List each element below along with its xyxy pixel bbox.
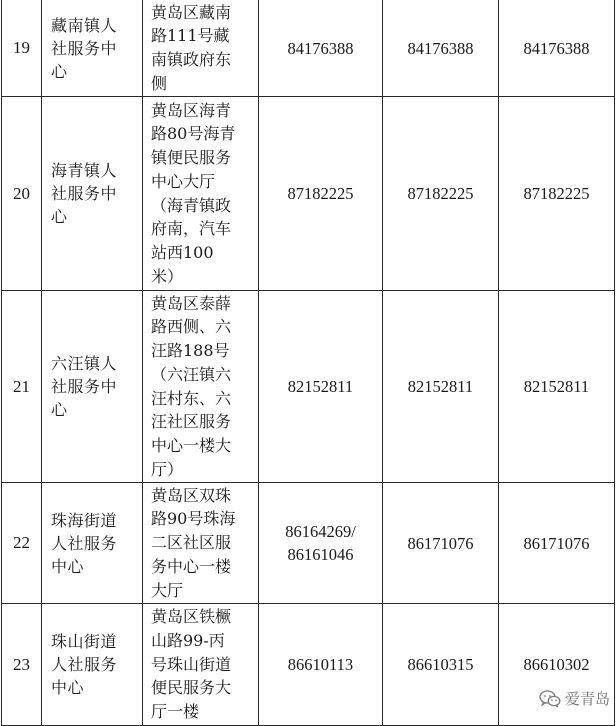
phone-1: 87182225 bbox=[287, 184, 354, 203]
table-row bbox=[2, 483, 615, 604]
phone-1: 86164269/ 86161046 bbox=[285, 522, 356, 564]
address: 黄岛区双珠 路90号珠海 二区社区服 务中心一楼 大厅 bbox=[151, 485, 236, 600]
center-name: 六汪镇人 社服务中 心 bbox=[51, 354, 118, 419]
center-name: 珠海街道 人社服务 中心 bbox=[51, 510, 118, 576]
phone-cell-1 bbox=[259, 483, 383, 604]
address-cell bbox=[143, 291, 259, 483]
address: 黄岛区海青 路80号海青 镇便民服务 中心大厅 （海青镇政 府南，汽车 站西100 米） bbox=[151, 100, 236, 286]
phone-cell-3 bbox=[499, 97, 615, 291]
row-number: 21 bbox=[2, 291, 42, 483]
phone-1: 84176388 bbox=[287, 38, 354, 58]
center-name-cell bbox=[42, 97, 143, 291]
phone-cell-3 bbox=[499, 291, 615, 483]
center-name-cell bbox=[42, 483, 143, 604]
phone-cell-2 bbox=[383, 604, 499, 726]
table-row bbox=[2, 0, 615, 97]
row-number: 19 bbox=[2, 0, 42, 97]
address-cell bbox=[143, 604, 259, 726]
phone-1: 86610113 bbox=[287, 655, 354, 674]
phone-3: 86610302 bbox=[523, 655, 590, 674]
phone-cell-1 bbox=[259, 0, 383, 97]
phone-2: 87182225 bbox=[407, 184, 474, 203]
address-cell bbox=[143, 0, 259, 97]
service-center-table bbox=[1, 0, 615, 726]
phone-cell-3 bbox=[499, 0, 615, 97]
wechat-icon bbox=[539, 690, 561, 708]
watermark-text: 爱青岛 bbox=[564, 690, 610, 708]
center-name-cell bbox=[42, 0, 143, 97]
phone-2: 84176388 bbox=[407, 38, 474, 58]
center-name: 珠山街道 人社服务 中心 bbox=[51, 632, 118, 697]
phone-cell-1 bbox=[259, 604, 383, 726]
phone-3: 86171076 bbox=[523, 533, 590, 553]
center-name: 藏南镇人 社服务中 心 bbox=[51, 15, 118, 81]
address: 黄岛区藏南 路111号藏 南镇政府东 侧 bbox=[151, 2, 232, 93]
phone-2: 82152811 bbox=[407, 377, 474, 396]
table-row bbox=[2, 604, 615, 726]
address: 黄岛区泰薛 路西侧、六 汪路188号 （六汪镇六 汪村东、六 汪社区服务 中心一楼大 厅） bbox=[151, 293, 232, 479]
phone-cell-1 bbox=[259, 291, 383, 483]
phone-1: 82152811 bbox=[287, 377, 354, 396]
phone-cell-2 bbox=[383, 291, 499, 483]
center-name-cell bbox=[42, 604, 143, 726]
row-number: 23 bbox=[2, 604, 42, 726]
address-cell bbox=[143, 483, 259, 604]
address: 黄岛区铁橛 山路99-丙 号珠山街道 便民服务大 厅一楼 bbox=[151, 607, 232, 722]
phone-cell-3 bbox=[499, 483, 615, 604]
phone-3: 87182225 bbox=[523, 184, 590, 203]
center-name-cell bbox=[42, 291, 143, 483]
phone-cell-2 bbox=[383, 0, 499, 97]
phone-3: 84176388 bbox=[523, 38, 590, 58]
center-name: 海青镇人 社服务中 心 bbox=[51, 161, 118, 226]
phone-cell-2 bbox=[383, 483, 499, 604]
row-number: 22 bbox=[2, 483, 42, 604]
address-cell bbox=[143, 97, 259, 291]
phone-cell-2 bbox=[383, 97, 499, 291]
table-row bbox=[2, 97, 615, 291]
table-row bbox=[2, 291, 615, 483]
phone-2: 86610315 bbox=[407, 655, 474, 674]
watermark bbox=[539, 688, 610, 709]
phone-3: 82152811 bbox=[523, 377, 590, 396]
phone-cell-1 bbox=[259, 97, 383, 291]
phone-2: 86171076 bbox=[407, 533, 474, 553]
row-number: 20 bbox=[2, 97, 42, 291]
